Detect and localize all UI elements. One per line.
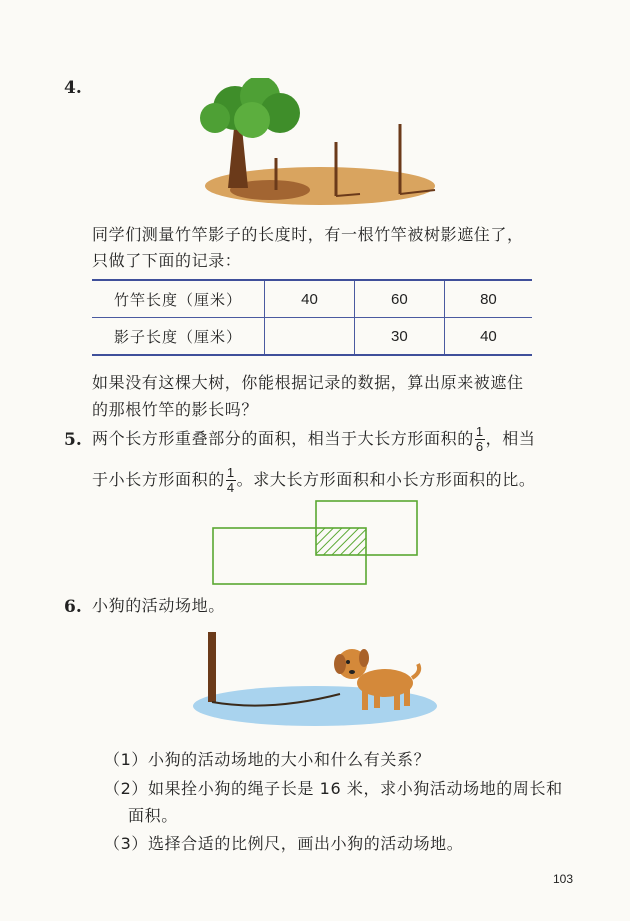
dog-play-area-illustration [190, 628, 440, 728]
table-cell: 80 [444, 280, 532, 318]
problem-4-text-line2: 只做了下面的记录： [92, 251, 242, 270]
table-cell: 30 [354, 318, 444, 356]
tree-crown [200, 78, 300, 138]
tree-and-poles-illustration [190, 78, 440, 208]
problem-5-line1 [92, 424, 535, 454]
fraction-one-fourth: $\frac{1}{4}$ [226, 465, 235, 495]
problem-6-question-2-line1: （2）如果拴小狗的绳子长是 16 米，求小狗活动场地的周长和 [104, 779, 563, 798]
stake [208, 632, 216, 702]
problem-5-line2 [92, 465, 535, 495]
measurement-table [92, 279, 532, 356]
problem-6-title: 小狗的活动场地。 [92, 596, 225, 615]
table-row [92, 280, 532, 318]
tree-trunk [228, 128, 248, 188]
problem-6-question-2-line2: 面积。 [128, 806, 178, 825]
problem-5-line1-tail: ，相当 [485, 429, 536, 448]
table-cell: 40 [265, 280, 355, 318]
problem-5-line1-text: 两个长方形重叠部分的面积，相当于大长方形面积的 [92, 429, 474, 448]
table-cell: 40 [444, 318, 532, 356]
problem-5-number: 5. [64, 430, 82, 450]
row-header: 竹竿长度（厘米） [92, 280, 265, 318]
overlap-region [316, 528, 366, 555]
table-row [92, 318, 532, 356]
problem-4-question-line2: 的那根竹竿的影长吗？ [92, 400, 259, 419]
table-cell-empty [265, 318, 355, 356]
row-header: 影子长度（厘米） [92, 318, 265, 356]
page-number: 103 [553, 872, 574, 886]
problem-5-line2-text: 于小长方形面积的 [92, 470, 225, 489]
problem-5-line2-tail: 。求大长方形面积和小长方形面积的比。 [236, 470, 536, 489]
problem-4-number: 4. [64, 78, 82, 98]
problem-6-question-1: （1）小狗的活动场地的大小和什么有关系？ [104, 750, 431, 769]
overlapping-rectangles-diagram [210, 498, 425, 590]
problem-6-question-3: （3）选择合适的比例尺，画出小狗的活动场地。 [104, 834, 464, 853]
problem-4-question-line1: 如果没有这棵大树，你能根据记录的数据，算出原来被遮住 [92, 373, 524, 392]
table-cell: 60 [354, 280, 444, 318]
problem-4-text-line1: 同学们测量竹竿影子的长度时，有一根竹竿被树影遮住了， [92, 225, 524, 244]
problem-6-number: 6. [64, 597, 82, 617]
fraction-one-sixth: $\frac{1}{6}$ [475, 424, 484, 454]
